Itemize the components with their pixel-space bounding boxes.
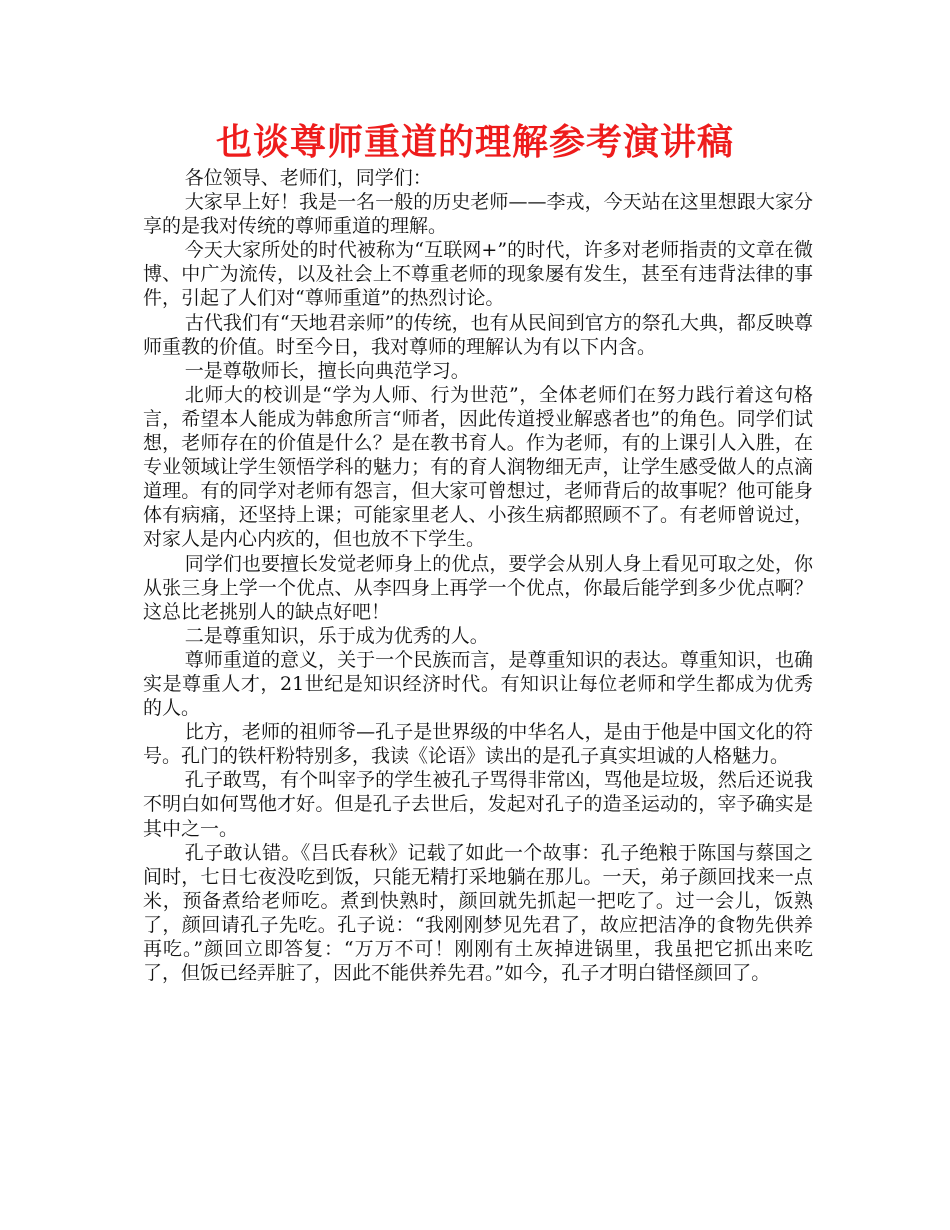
section-heading-respect-teachers: 一是尊敬师长，擅长向典范学习。: [184, 359, 470, 382]
paragraph-greeting: 各位领导、老师们，同学们：: [184, 167, 432, 189]
paragraph-confucius-admits-error: 孔子敢认错。《吕氏春秋》记载了如此一个故事：孔子绝粮于陈国与蔡国之间时，七日七夜没吃到饭，只能无精打采地躺在那儿。一天，弟子颜回找来一点米，预备煮给老师吃。煮到快熟时，颜回就先抓起一把吃了。过一会儿，饭熟了，颜回请孔子先吃。孔子说：“我刚刚梦见先君了，故应把洁净的食物先供养再吃。”颜回立即答复：“万万不可！刚刚有土灰掉进锅里，我虽把它抓出来吃了，但饭已经弄脏了，因此不能供养先君。”如今，孔子才明白错怪颜回了。: [143, 841, 813, 985]
paragraph-confucius-scolds: 孔子敢骂，有个叫宰予的学生被孔子骂得非常凶，骂他是垃圾，然后还说我不明白如何骂他才好。但是孔子去世后，发起对孔子的造圣运动的，宰予确实是其中之一。: [143, 769, 813, 840]
paragraph-find-strengths: 同学们也要擅长发觉老师身上的优点，要学会从别人身上看见可取之处，你从张三身上学一个优点、从李四身上再学一个优点，你最后能学到多少优点啊？这总比老挑别人的缺点好吧！: [143, 552, 813, 623]
document-body: [143, 166, 813, 985]
paragraph-school-motto: 北师大的校训是“学为人师、行为世范”，全体老师们在努力践行着这句格言，希望本人能成为韩愈所言“师者，因此传道授业解惑者也”的角色。同学们试想，老师存在的价值是什么？是在教书育人。作为老师，有的上课引人入胜，在专业领域让学生领悟学科的魅力；有的育人润物细无声，让学生感受做人的点滴道理。有的同学对老师有怨言，但大家可曾想过，老师背后的故事呢？他可能身体有病痛，还坚持上课；可能家里老人、小孩生病都照顾不了。有老师曾说过，对家人是内心内疚的，但也放不下学生。: [143, 383, 813, 551]
paragraph-ancient-tradition: 古代我们有“天地君亲师”的传统，也有从民间到官方的祭孔大典，都反映尊师重教的价值。时至今日，我对尊师的理解认为有以下内含。: [143, 311, 813, 358]
section-heading-respect-knowledge: 二是尊重知识，乐于成为优秀的人。: [184, 624, 489, 647]
document-title: 也谈尊师重道的理解参考演讲稿: [215, 122, 734, 163]
paragraph-confucius-symbol: 比方，老师的祖师爷—孔子是世界级的中华名人，是由于他是中国文化的符号。孔门的铁杆粉特别多，我读《论语》读出的是孔子真实坦诚的人格魅力。: [143, 721, 813, 768]
paragraph-internet-era: 今天大家所处的时代被称为“互联网+”的时代，许多对老师指责的文章在微博、中广为流传，以及社会上不尊重老师的现象屡有发生，甚至有违背法律的事件，引起了人们对“尊师重道”的热烈讨论。: [143, 239, 813, 310]
paragraph-meaning-of-respect: 尊师重道的意义，关于一个民族而言，是尊重知识的表达。尊重知识，也确实是尊重人才，21世纪是知识经济时代。有知识让每位老师和学生都成为优秀的人。: [143, 648, 813, 720]
paragraph-introduction: 大家早上好！我是一名一般的历史老师——李戎，今天站在这里想跟大家分享的是我对传统的尊师重道的理解。: [143, 191, 813, 238]
